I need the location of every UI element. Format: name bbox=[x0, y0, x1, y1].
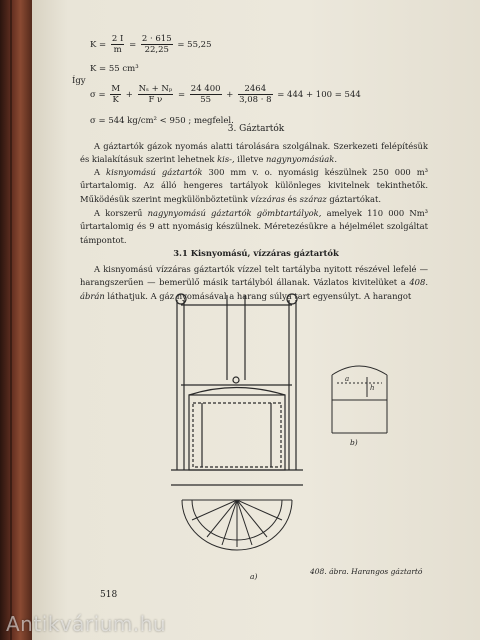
paragraph-text: és bbox=[285, 193, 300, 204]
dimension-label: h bbox=[370, 384, 375, 392]
fraction-denominator: m bbox=[113, 45, 122, 55]
paragraph-emphasis: vízzáras bbox=[250, 193, 286, 204]
figure-part-label-b: b) bbox=[350, 438, 358, 447]
fraction-numerator: 24 400 bbox=[190, 84, 221, 94]
bell-detail-section bbox=[332, 366, 387, 433]
bell-gas-holder-plan bbox=[182, 500, 292, 550]
book-cover-edge bbox=[0, 0, 34, 640]
fraction-numerator: 2 I bbox=[111, 34, 124, 44]
paragraph-emphasis: 408. ábrán bbox=[80, 277, 428, 301]
fraction-numerator: Nₛ + Nₚ bbox=[138, 84, 173, 94]
formula-k-value: K = 55 cm³ bbox=[90, 64, 139, 74]
paragraph-text: gáztartókat. bbox=[326, 193, 382, 204]
subsection-title: 3.1 Kisnyomású, vízzáras gáztartók bbox=[173, 248, 339, 258]
paragraph-emphasis: kis-, bbox=[217, 154, 235, 165]
formula-k-definition bbox=[90, 34, 212, 55]
fraction-denominator: F ν bbox=[148, 95, 163, 105]
paragraph-text: illetve bbox=[234, 154, 267, 165]
formula-text: + bbox=[226, 90, 234, 100]
paragraph-text: A kisnyomású vízzáras gáztartók vízzel telt tartályba nyitott részével lefelé — harangszerűen — bemerülő másik tartályból állanak. Vázlatos kivitelüket a bbox=[80, 264, 428, 288]
paragraph-emphasis: száraz bbox=[299, 193, 327, 204]
dimension-label: a bbox=[345, 375, 350, 383]
fraction bbox=[138, 84, 174, 105]
paragraph-emphasis: nagynyomású gáztartók gömbtartályok, bbox=[147, 208, 322, 218]
watermark: Antikvárium.hu bbox=[6, 612, 167, 636]
formula-sigma bbox=[90, 84, 361, 105]
fraction bbox=[238, 84, 272, 105]
gas-holder-drawing bbox=[167, 285, 467, 585]
section-title: 3. Gáztartók bbox=[227, 124, 285, 134]
fraction-numerator: M bbox=[111, 84, 121, 94]
formula-intro-word: Így bbox=[72, 76, 86, 86]
paragraph-text: A korszerű bbox=[94, 208, 148, 218]
paragraph-text: 300 mm v. o. nyomásig készülnek 250 000 m³ űrtartalomig. Az álló hengeres tartályok különleges kivitelnek tekinthetők. Működésük szerint megkülönböztetünk bbox=[80, 167, 428, 204]
fraction bbox=[111, 34, 124, 55]
fraction-denominator: 3,08 · 8 bbox=[239, 95, 272, 105]
formula-text: = bbox=[129, 40, 137, 50]
formula-text: = bbox=[177, 90, 186, 100]
fraction-denominator: K bbox=[112, 95, 119, 105]
paragraph-text: láthatjuk. A gáz nyomásával a harang súlya tart egyensúlyt. A harangot bbox=[104, 290, 412, 301]
formula-check: σ = 544 kg/cm² < 950 ; megfelel. bbox=[90, 116, 234, 126]
paragraph-high-pressure bbox=[80, 207, 428, 247]
paragraph-text: A bbox=[94, 167, 107, 177]
formula-text: = 55,25 bbox=[177, 40, 212, 50]
fraction-denominator: 22,25 bbox=[144, 45, 169, 55]
paragraph-intro bbox=[80, 140, 428, 167]
fraction-numerator: 2464 bbox=[238, 84, 272, 95]
formula-text: σ = bbox=[90, 90, 106, 100]
fraction bbox=[141, 34, 173, 55]
bell-gas-holder-elevation bbox=[171, 294, 303, 485]
fraction-denominator: 55 bbox=[200, 95, 212, 105]
paragraph-low-pressure bbox=[80, 166, 428, 206]
formula-text: = 444 + 100 = 544 bbox=[277, 90, 361, 100]
paragraph-emphasis: kisnyomású gáztartók bbox=[106, 167, 203, 177]
paragraph-text: A gáztartók gázok nyomás alatti tárolására szolgálnak. Szerkezeti felépítésük és kialakításuk szerint lehetnek bbox=[80, 141, 428, 165]
formula-text: + bbox=[125, 90, 133, 100]
paragraph-text: amelyek 110 000 Nm³ űrtartalomig és 9 att nyomásig készülnek. Méretezésükre a héjelmélet szolgáltat támpontot. bbox=[80, 208, 428, 245]
formula-text: K = bbox=[90, 40, 107, 50]
paragraph-emphasis: nagynyomásúak. bbox=[266, 154, 338, 165]
fraction bbox=[190, 84, 222, 105]
figure-part-label-a: a) bbox=[250, 572, 258, 581]
book-page bbox=[32, 0, 480, 640]
figure-caption: 408. ábra. Harangos gáztartó bbox=[310, 567, 423, 576]
fraction-numerator: 2 · 615 bbox=[141, 34, 172, 44]
page-number: 518 bbox=[100, 590, 118, 600]
fraction bbox=[110, 84, 121, 105]
